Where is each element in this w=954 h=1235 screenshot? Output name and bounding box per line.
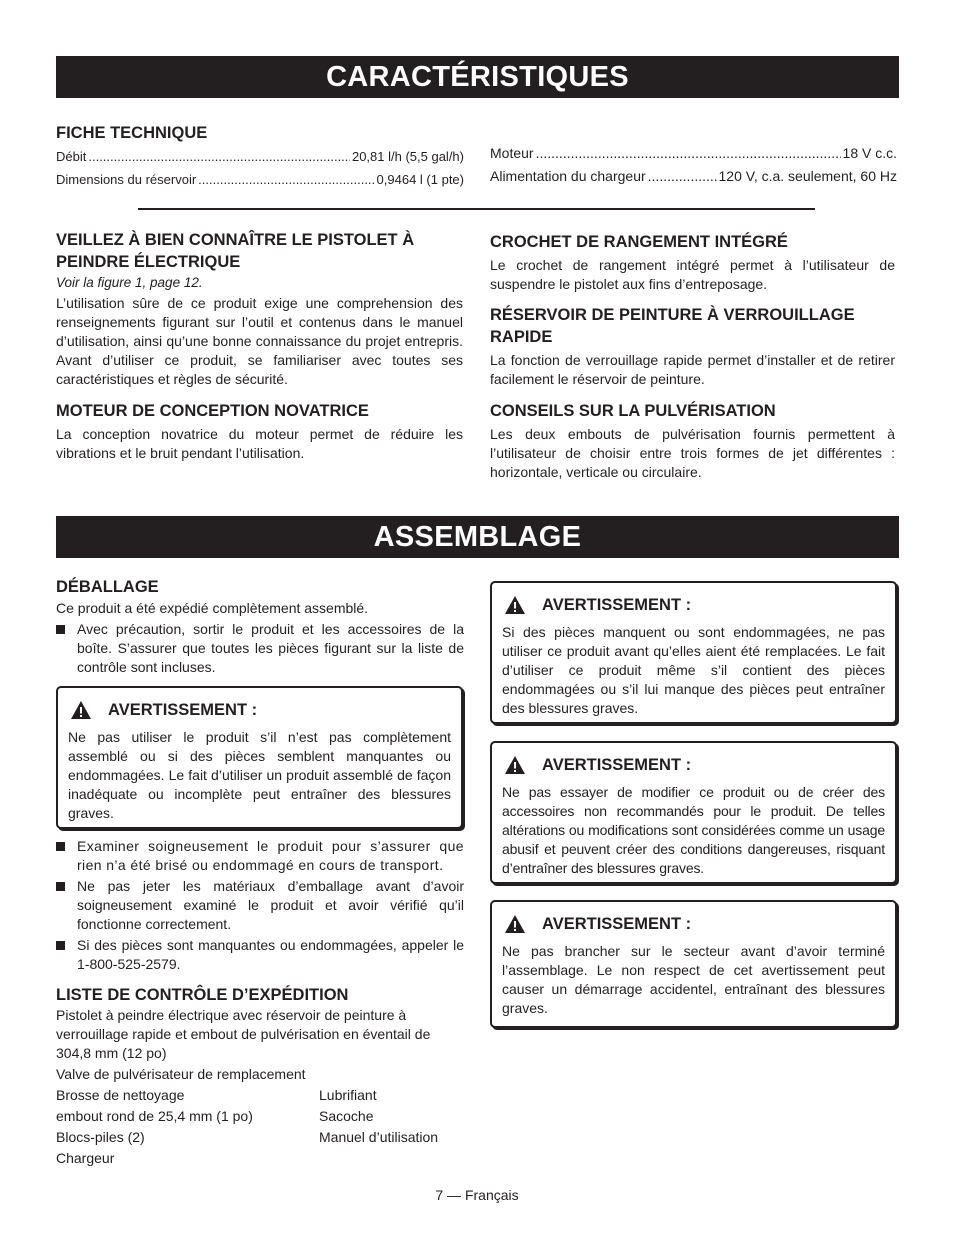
conseils-heading: CONSEILS SUR LA PULVÉRISATION [490, 402, 776, 420]
list-item [56, 837, 464, 875]
spec-label: Débit [56, 149, 87, 164]
bullet-text: Examiner soigneusement le produit pour s’assurer que rien n’a été brisé ou endommagé en cours de transport. [77, 838, 464, 873]
list-item [56, 936, 464, 974]
figure-reference: Voir la figure 1, page 12. [56, 275, 203, 290]
list-item: Manuel d’utilisation [319, 1129, 439, 1145]
warning-triangle-icon [504, 595, 526, 615]
spec-row [490, 165, 897, 188]
veillez-heading: VEILLEZ À BIEN CONNAÎTRE LE PISTOLET À PEINDRE ÉLECTRIQUE [56, 231, 415, 271]
warning-triangle-icon [504, 755, 526, 775]
bullet-text: Avec précaution, sortir le produit et les accessoires de la boîte. S’assurer que toutes les pièces figurant sur la liste de contrôle sont incluses. [77, 621, 464, 675]
bullet-square [56, 941, 65, 950]
liste-controle [56, 1006, 464, 1169]
warning-box [490, 900, 897, 1028]
warning-box [56, 686, 463, 829]
veillez-paragraph: L’utilisation sûre de ce produit exige une comprehension des renseignements figurant sur l’outil et contenus dans le manuel d’utilisation, ainsi qu’une bonne connaissance du projet entrepris. Avant d’utiliser ce produit, se familiariser avec toutes ses caractéristiques et règles de sécurité. [56, 295, 463, 387]
deballage-heading: DÉBALLAGE [56, 578, 159, 596]
list-item: Blocs-piles (2) [56, 1129, 145, 1145]
liste-controle-heading: LISTE DE CONTRÔLE D’EXPÉDITION [56, 986, 349, 1004]
list-item: Lubrifiant [319, 1087, 377, 1103]
spec-leader [198, 168, 374, 191]
warning-triangle-icon [504, 914, 526, 934]
spec-leader [648, 165, 717, 188]
deballage-bullets [56, 837, 464, 1169]
spec-leader [536, 142, 841, 165]
crochet-heading: CROCHET DE RANGEMENT INTÉGRÉ [490, 233, 788, 251]
assemblage-banner: ASSEMBLAGE [56, 516, 899, 558]
warning-title: AVERTISSEMENT : [108, 700, 258, 719]
list-item [56, 620, 464, 677]
warning-box [490, 741, 897, 884]
warning-header [68, 698, 451, 722]
reservoir-heading: RÉSERVOIR DE PEINTURE À VERROUILLAGE RAPIDE [490, 306, 855, 346]
spec-value: 120 V, c.a. seulement, 60 Hz [718, 168, 897, 184]
warning-text: Ne pas essayer de modifier ce produit ou de créer des accessoires non recommandés pour le produit. De telles altérations ou modifications sont considérées comme un usage abusif et peuvent créer des conditions dangereuses, risquant d’entraîner des blessures graves. [502, 784, 885, 876]
list-item: Chargeur [56, 1150, 115, 1166]
spec-label: Alimentation du chargeur [490, 168, 646, 184]
moteur-heading: MOTEUR DE CONCEPTION NOVATRICE [56, 402, 369, 420]
spec-label: Moteur [490, 145, 534, 161]
spec-row [56, 145, 464, 168]
warning-title: AVERTISSEMENT : [542, 595, 692, 614]
bullet-text: Ne pas jeter les matériaux d’emballage avant d’avoir soigneusement examiné le produit et avoir vérifié qu’il fonctionne correctement. [77, 878, 464, 932]
deballage-intro: Ce produit a été expédié complètement assemblé. [56, 600, 369, 616]
reservoir-paragraph: La fonction de verrouillage rapide permet d’installer et de retirer facilement le réservoir de peinture. [490, 352, 895, 387]
warning-text: Ne pas utiliser le produit s’il n’est pas complètement assemblé ou si des pièces semblent manquantes ou endommagées. Le fait d’utiliser un produit assemblé de façon inadéquate ou incomplète peut entraîner des blessures graves. [68, 729, 451, 821]
deballage-section [56, 576, 464, 677]
page-footer: 7 — Français [435, 1187, 519, 1203]
warning-title: AVERTISSEMENT : [542, 755, 692, 774]
warning-box [490, 581, 897, 724]
list-item: Valve de pulvérisateur de remplacement [56, 1066, 306, 1082]
spec-value: 0,9464 l (1 pte) [376, 172, 464, 187]
moteur-paragraph: La conception novatrice du moteur permet de réduire les vibrations et le bruit pendant l’utilisation. [56, 426, 463, 461]
spec-value: 18 V c.c. [842, 145, 897, 161]
spec-row [490, 142, 897, 165]
caracteristiques-banner: CARACTÉRISTIQUES [56, 56, 899, 98]
bullet-square [56, 625, 65, 634]
section-divider [138, 208, 815, 210]
caracteristiques-left-column [56, 229, 463, 463]
warning-text: Ne pas brancher sur le secteur avant d’avoir terminé l’assemblage. Le non respect de cet avertissement peut causer un démarrage accidentel, entraînant des blessures graves. [502, 943, 885, 1016]
spec-value: 20,81 l/h (5,5 gal/h) [351, 149, 464, 164]
warning-triangle-icon [70, 700, 92, 720]
spec-leader [88, 145, 350, 168]
fiche-technique-right [490, 142, 897, 188]
fiche-technique-left [56, 122, 464, 191]
caracteristiques-right-column [490, 231, 895, 482]
warning-header [502, 912, 885, 936]
list-item [56, 877, 464, 934]
list-item: Pistolet à peindre électrique avec réservoir de peinture à verrouillage rapide et embout de pulvérisation en éventail de 304,8 mm (12 po) [56, 1007, 431, 1061]
conseils-paragraph: Les deux embouts de pulvérisation fournis permettent à l’utilisateur de choisir entre trois formes de jet différentes : horizontale, verticale ou circulaire. [490, 426, 895, 480]
warning-text: Si des pièces manquent ou sont endommagées, ne pas utiliser ce produit avant qu’elles aient été remplacées. Le fait d’utiliser ce produit même s’il contient des pièces endommagées ou s’il lui manque des pièces peut entraîner des blessures graves. [502, 624, 885, 716]
spec-label: Dimensions du réservoir [56, 172, 197, 187]
warning-title: AVERTISSEMENT : [542, 914, 692, 933]
list-item: Brosse de nettoyage [56, 1087, 185, 1103]
list-item: Sacoche [319, 1108, 374, 1124]
list-item [319, 1148, 469, 1169]
spec-row [56, 168, 464, 191]
warning-header [502, 593, 885, 617]
bullet-square [56, 842, 65, 851]
bullet-square [56, 882, 65, 891]
warning-header [502, 753, 885, 777]
liste-grid [56, 1085, 464, 1169]
bullet-text: Si des pièces sont manquantes ou endommagées, appeler le 1-800-525-2579. [77, 937, 464, 972]
crochet-paragraph: Le crochet de rangement intégré permet à l’utilisateur de suspendre le pistolet aux fins d’entreposage. [490, 257, 895, 292]
fiche-technique-title: FICHE TECHNIQUE [56, 124, 208, 142]
list-item: embout rond de 25,4 mm (1 po) [56, 1108, 253, 1124]
